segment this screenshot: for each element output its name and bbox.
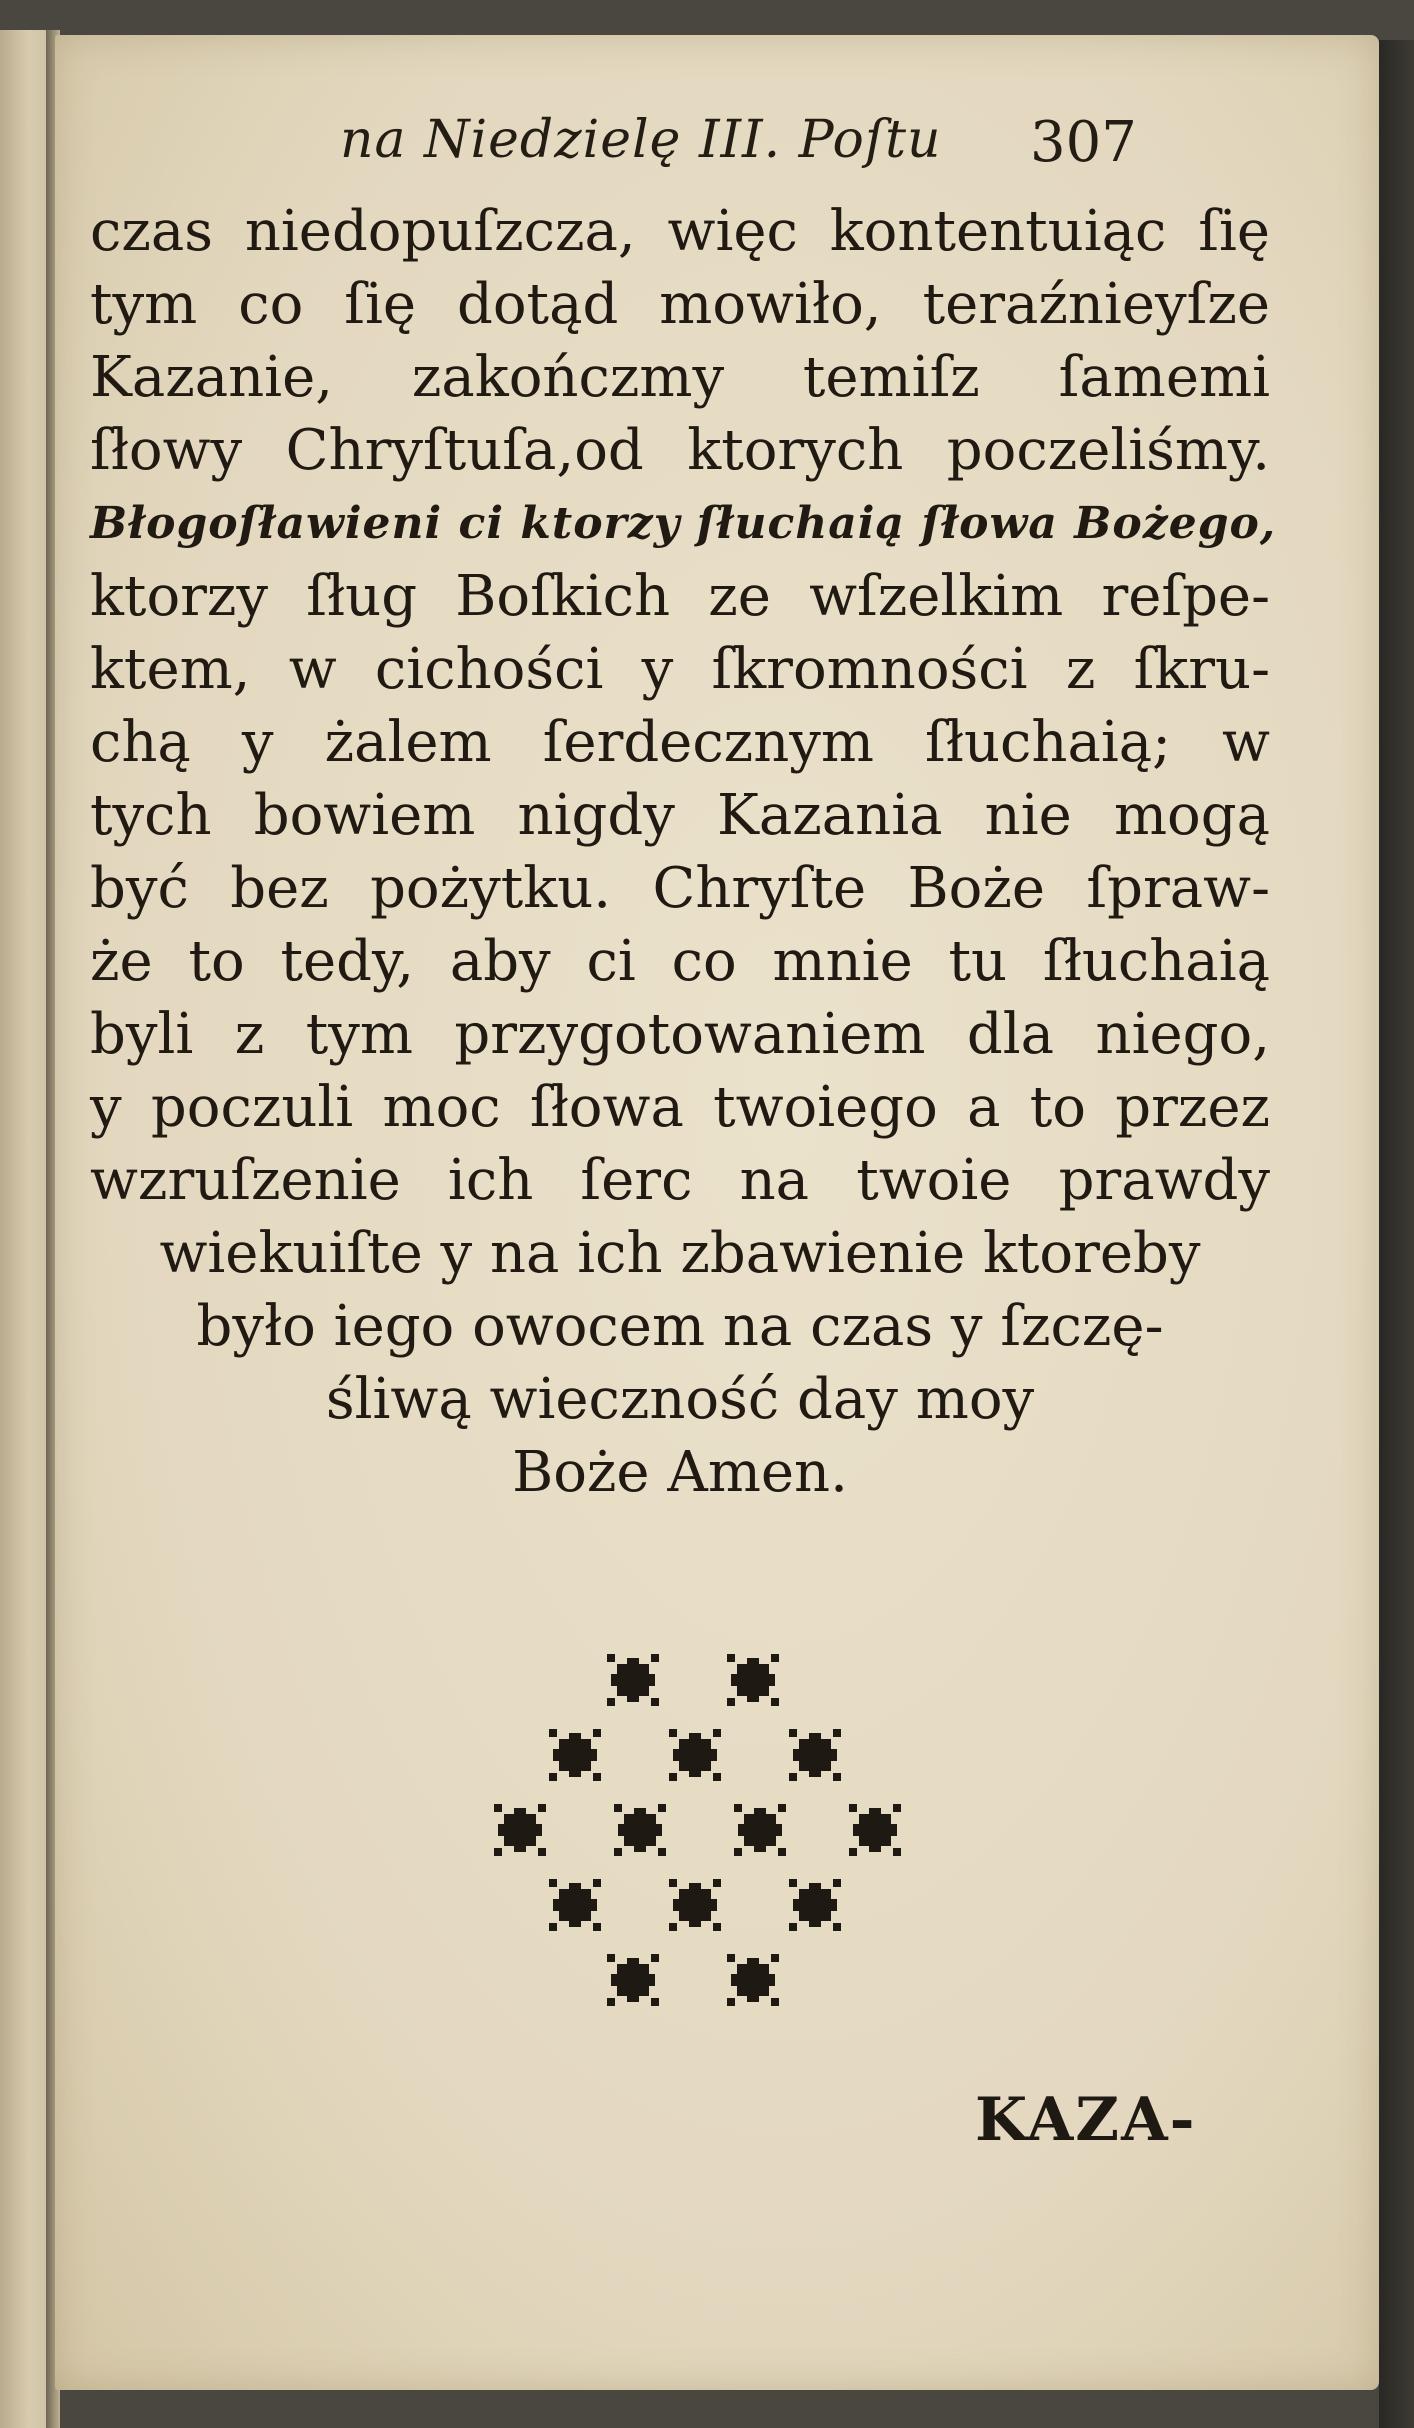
text-line: ſłowy Chryſtuſa,od ktorych poczeliśmy. <box>90 418 1270 483</box>
fleuron-glyph <box>789 1729 841 1781</box>
text-line: y poczuli moc ſłowa twoiego a to przez <box>90 1075 1270 1140</box>
scan-background-edge <box>1379 40 1414 2428</box>
text-line: że to tedy, aby ci co mnie tu ſłuchaią <box>90 929 1270 994</box>
fleuron-glyph <box>607 1954 659 2006</box>
fleuron-glyph <box>607 1654 659 1706</box>
text-line: być bez pożytku. Chryſte Boże ſpraw- <box>90 856 1270 921</box>
text-line-tapered: śliwą wieczność day moy <box>325 1367 1035 1432</box>
running-head <box>0 110 1414 180</box>
text-line-tapered: wiekuiſte y na ich zbawienie ktoreby <box>159 1221 1201 1286</box>
fleuron-glyph <box>727 1954 779 2006</box>
text-line: wzruſzenie ich ſerc na twoie prawdy <box>90 1148 1270 1213</box>
text-line: byli z tym przygotowaniem dla niego, <box>90 1002 1270 1067</box>
fleuron-glyph <box>549 1729 601 1781</box>
fleuron-glyph <box>734 1804 786 1856</box>
text-line-tapered: Boże Amen. <box>512 1440 848 1505</box>
text-line: ktorzy ſług Boſkich ze wſzelkim reſpe- <box>90 564 1270 629</box>
text-line: tym co ſię dotąd mowiło, teraźnieyſze <box>90 272 1270 337</box>
fleuron-glyph <box>669 1879 721 1931</box>
fleuron-glyph <box>789 1879 841 1931</box>
fleuron-glyph <box>549 1879 601 1931</box>
text-line-tapered: było iego owocem na czas y ſzczę- <box>196 1294 1164 1359</box>
fleuron-glyph <box>494 1804 546 1856</box>
fleuron-glyph <box>727 1654 779 1706</box>
fleuron-glyph <box>669 1729 721 1781</box>
text-line: czas niedopuſzcza, więc kontentuiąc ſię <box>90 199 1270 264</box>
catchword: KAZA- <box>975 2085 1197 2155</box>
running-title: na Niedzielę III. Poſtu <box>340 110 942 170</box>
fleuron-glyph <box>614 1804 666 1856</box>
fleuron-glyph <box>849 1804 901 1856</box>
page-number: 307 <box>1030 110 1137 175</box>
text-line: Kazanie, zakończmy temiſz ſamemi <box>90 345 1270 410</box>
text-line: ktem, w cichości y ſkromności z ſkru- <box>90 637 1270 702</box>
sermon-text <box>90 195 1277 1509</box>
facing-page-edge <box>0 30 48 2428</box>
text-line: tych bowiem nigdy Kazania nie mogą <box>90 783 1270 848</box>
fleuron-ornament <box>470 1650 950 2030</box>
text-line-italic-quote: Błogoſławieni ci ktorzy ſłuchaią ſłowa Bożego, <box>90 498 1277 549</box>
text-line: chą y żalem ſerdecznym ſłuchaią; w <box>90 710 1270 775</box>
